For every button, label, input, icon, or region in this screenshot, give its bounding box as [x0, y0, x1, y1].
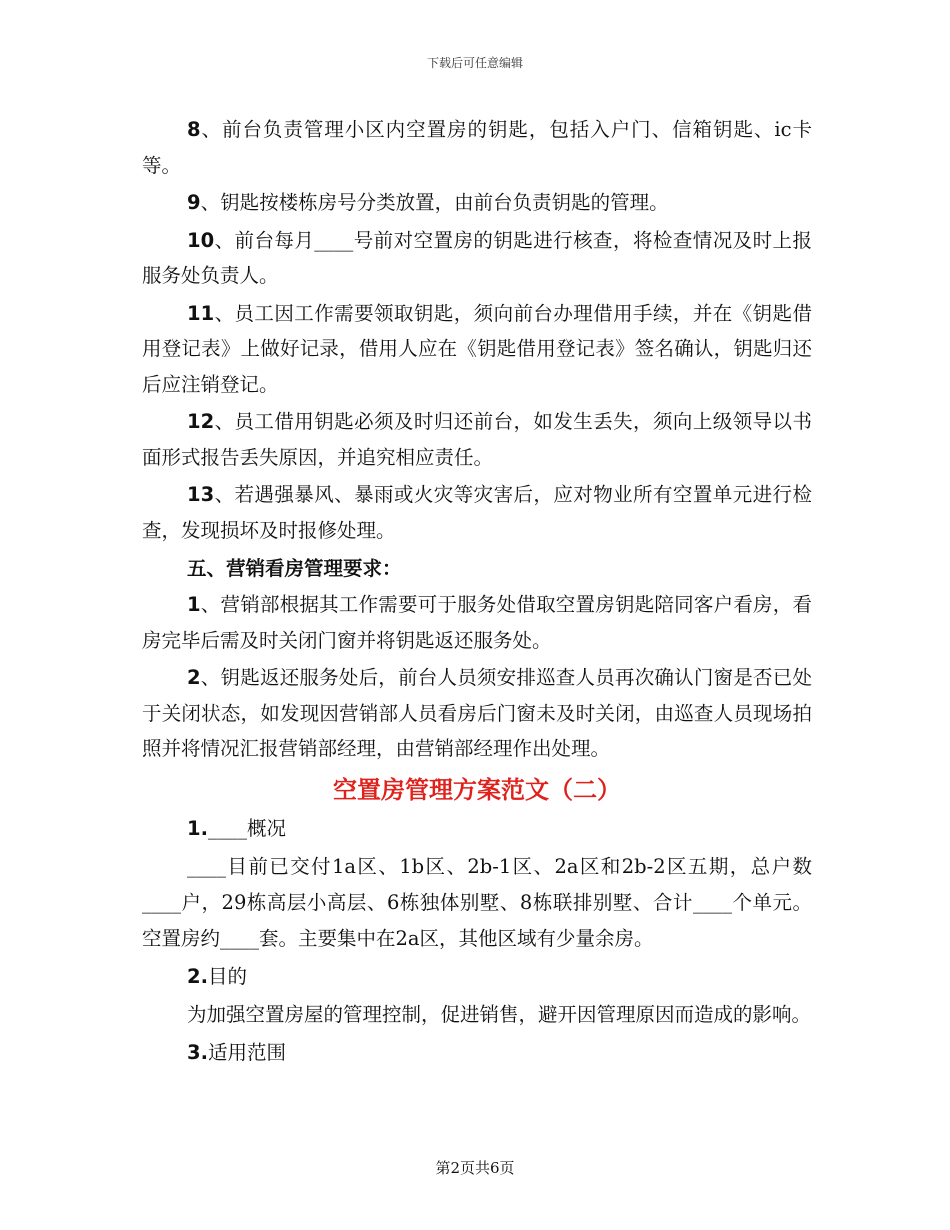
- item-text: 、钥匙按楼栋房号分类放置，由前台负责钥匙的管理。: [200, 191, 669, 214]
- item-number: 9: [187, 191, 201, 214]
- subsection-label: ____概况: [207, 816, 286, 840]
- item-text: 、钥匙返还服务处后，前台人员须安排巡查人员再次确认门窗是否已处于关闭状态，如发现因营销部人员看房后门窗未及时关闭，由巡查人员现场拍照并将情况汇报营销部经理，由营销部经理作出处理。: [142, 666, 812, 760]
- paragraph-8: [142, 112, 812, 183]
- paragraph-11: [142, 296, 812, 403]
- section-heading: 五、营销看房管理要求：: [187, 557, 402, 580]
- item-text: 、前台每月____号前对空置房的钥匙进行核查，将检查情况及时上报服务处负责人。: [142, 228, 812, 287]
- item-text: 、前台负责管理小区内空置房的钥匙，包括入户门、信箱钥匙、ic卡等。: [142, 118, 812, 177]
- subsection-label: 适用范围: [207, 1040, 286, 1064]
- subsection-2-heading: [142, 959, 812, 995]
- subsection-3-heading: [142, 1035, 812, 1071]
- section5-item-2: [142, 660, 812, 767]
- subsection-label: 目的: [207, 964, 247, 988]
- item-text: 、员工借用钥匙必须及时归还前台，如发生丢失，须向上级领导以书面形式报告丢失原因，并追究相应责任。: [142, 410, 812, 469]
- page-footer: 第2页共6页: [435, 1159, 515, 1177]
- item-text: 、若遇强暴风、暴雨或火灾等灾害后，应对物业所有空置单元进行检查，发现损坏及时报修处理。: [142, 483, 812, 542]
- subsection-2-text: 为加强空置房屋的管理控制，促进销售，避开因管理原因而造成的影响。: [187, 1002, 812, 1026]
- item-number: 10: [187, 228, 215, 252]
- document-title: 空置房管理方案范文（二）: [333, 774, 621, 804]
- section5-item-1: [142, 587, 812, 658]
- item-number: 11: [187, 301, 215, 325]
- item-number: 13: [187, 483, 215, 506]
- page-header: 下载后可任意编辑: [426, 56, 523, 70]
- item-number: 1: [187, 593, 201, 616]
- item-text: 、员工因工作需要领取钥匙，须向前台办理借用手续，并在《钥匙借用登记表》上做好记录，借用人应在《钥匙借用登记表》签名确认，钥匙归还后应注销登记。: [142, 301, 812, 396]
- subsection-number: 3.: [187, 1040, 208, 1064]
- item-number: 2: [187, 666, 201, 689]
- subsection-1-heading: [142, 811, 812, 847]
- item-text: 、营销部根据其工作需要可于服务处借取空置房钥匙陪同客户看房，看房完毕后需及时关闭门窗并将钥匙返还服务处。: [142, 593, 812, 652]
- item-number: 12: [187, 410, 215, 433]
- paragraph-9: [142, 185, 812, 221]
- subsection-number: 2.: [187, 964, 208, 988]
- document-body: [142, 112, 812, 1073]
- subsection-1-text: ____目前已交付1a区、1b区、2b-1区、2a区和2b-2区五期，总户数____户，29栋高层小高层、6栋独体别墅、8栋联排别墅、合计____个单元。空置房约____套。主要集中在2a区，其他区域有少量余房。: [142, 854, 812, 950]
- paragraph-10: [142, 223, 812, 294]
- subsection-number: 1.: [187, 816, 208, 840]
- item-number: 8: [187, 118, 201, 141]
- paragraph-12: [142, 404, 812, 475]
- paragraph-13: [142, 477, 812, 548]
